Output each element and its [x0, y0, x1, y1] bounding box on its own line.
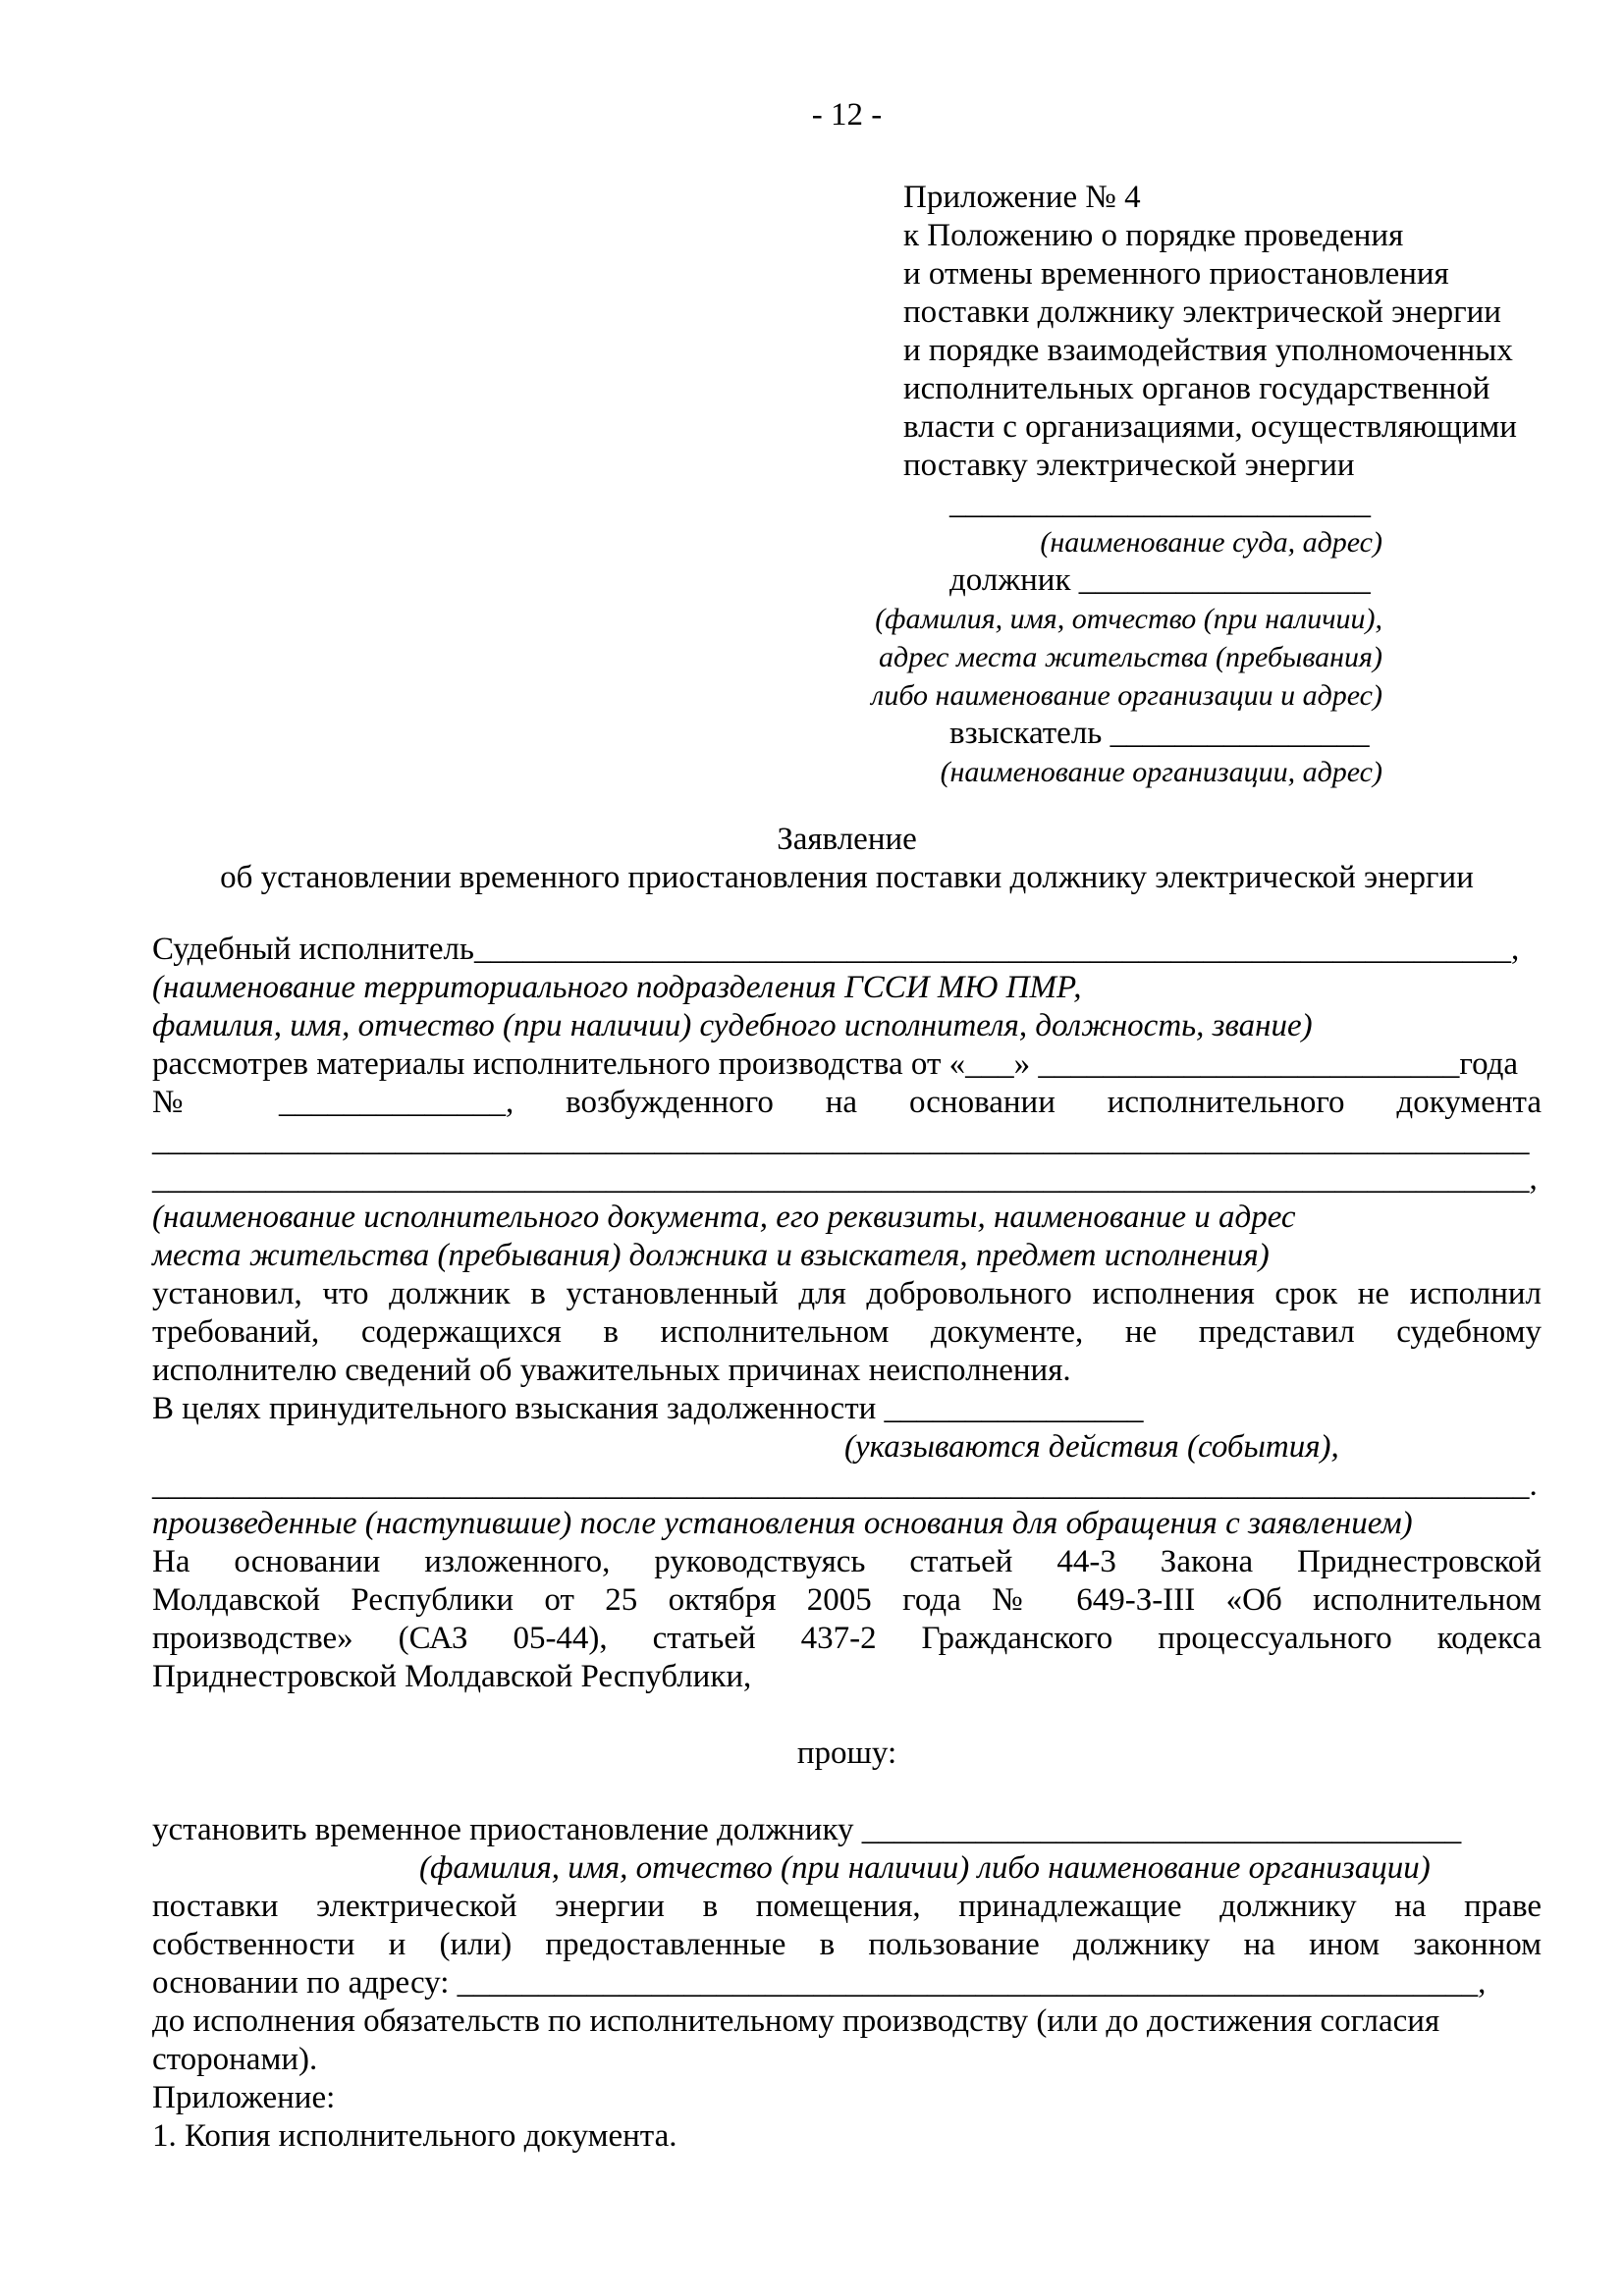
court-party-line-text: адрес места жительства (пребывания) — [879, 641, 1382, 673]
body-line: Молдавской Республики от 25 октября 2005 года № 649-З-III «Об исполнительном — [152, 1582, 1542, 1618]
body-line: произведенные (наступившие) после установления основания для обращения с заявлением) — [152, 1506, 1413, 1541]
body-line: установить временное приостановление должнику _____________________________________ — [152, 1812, 1462, 1847]
appendix-header-block — [903, 179, 1551, 485]
appendix-header-line: Приложение № 4 — [903, 180, 1141, 215]
court-party-line — [875, 600, 1382, 638]
body-line: исполнителю сведений об уважительных причинах неисполнения. — [152, 1353, 1071, 1388]
body-line: до исполнения обязательств по исполнительному производству (или до достижения согласия — [152, 2003, 1440, 2039]
body-line: (фамилия, имя, отчество (при наличии) либо наименование организации) — [419, 1850, 1431, 1886]
court-party-line-text: (наименование суда, адрес) — [1040, 526, 1382, 559]
court-and-parties-block — [871, 485, 1382, 791]
body-line: прошу: — [796, 1735, 897, 1771]
body-line: требований, содержащихся в исполнительном документе, не представил судебному — [152, 1314, 1542, 1350]
appendix-header-line: поставку электрической энергии — [903, 448, 1355, 483]
appendix-header-line: поставки должнику электрической энергии — [903, 294, 1501, 330]
body-line: фамилия, имя, отчество (при наличии) судебного исполнителя, должность, звание) — [152, 1008, 1313, 1043]
body-line: установил, что должник в установленный для добровольного исполнения срок не исполнил — [152, 1276, 1542, 1311]
appendix-header-line: и порядке взаимодействия уполномоченных — [903, 333, 1513, 368]
court-party-line-text: (наименование организации, адрес) — [940, 756, 1382, 788]
document-subtitle: об установлении временного приостановления поставки должнику электрической энергии — [220, 860, 1474, 895]
body-line: основании по адресу: _______________________________________________________________, — [152, 1965, 1487, 2001]
body-line: На основании изложенного, руководствуясь статьей 44-3 Закона Приднестровской — [152, 1544, 1542, 1579]
body-line: места жительства (пребывания) должника и взыскателя, предмет исполнения) — [152, 1238, 1270, 1273]
appendix-header-line: и отмены временного приостановления — [903, 256, 1449, 292]
body-line: поставки электрической энергии в помещения, принадлежащие должнику на праве — [152, 1889, 1542, 1924]
document-title: Заявление — [777, 822, 917, 857]
body-line — [152, 1696, 1542, 1735]
body-line: _____________________________________________________________________________________ — [152, 1123, 1530, 1158]
body-line: Судебный исполнитель________________________________________________________________, — [152, 932, 1520, 967]
court-party-line: должник __________________ — [949, 562, 1371, 598]
body-line: (наименование территориального подразделения ГССИ МЮ ПМР, — [152, 970, 1082, 1005]
body-line: (наименование исполнительного документа, его реквизиты, наименование и адрес — [152, 1200, 1296, 1235]
body-line: собственности и (или) предоставленные в пользование должнику на ином законном — [152, 1927, 1542, 1962]
body-line — [152, 1773, 1542, 1811]
page-number: - 12 - — [811, 97, 883, 133]
body-line: В целях принудительного взыскания задолженности ________________ — [152, 1391, 1144, 1426]
body-line: 1. Копия исполнительного документа. — [152, 2118, 677, 2154]
body-line: _____________________________________________________________________________________, — [152, 1161, 1538, 1197]
court-party-line — [871, 676, 1382, 715]
appendix-header-line: исполнительных органов государственной — [903, 371, 1490, 406]
body-line: № ______________, возбужденного на основании исполнительного документа — [152, 1085, 1542, 1120]
court-party-line: __________________________ — [949, 486, 1371, 521]
body-line: сторонами). — [152, 2042, 318, 2077]
document-body — [152, 931, 1542, 2156]
appendix-header-line: власти с организациями, осуществляющими — [903, 409, 1517, 445]
court-party-line — [879, 638, 1382, 676]
body-line: производстве» (САЗ 05-44), статьей 437-2 Гражданского процессуального кодекса — [152, 1621, 1542, 1656]
court-party-line: взыскатель ________________ — [949, 716, 1370, 751]
body-line: (указываются действия (события), — [844, 1429, 1339, 1465]
court-party-line — [949, 523, 1382, 561]
court-party-line-text: (фамилия, имя, отчество (при наличии), — [875, 603, 1382, 635]
body-line: Приложение: — [152, 2080, 336, 2115]
title-block — [152, 821, 1542, 897]
court-party-line-text: либо наименование организации и адрес) — [871, 679, 1382, 712]
body-line: Приднестровской Молдавской Республики, — [152, 1659, 752, 1694]
body-line: рассмотрев материалы исполнительного производства от «___» __________________________года — [152, 1046, 1519, 1082]
body-line: _____________________________________________________________________________________. — [152, 1468, 1538, 1503]
court-party-line — [940, 753, 1382, 791]
appendix-header-line: к Положению о порядке проведения — [903, 218, 1404, 253]
